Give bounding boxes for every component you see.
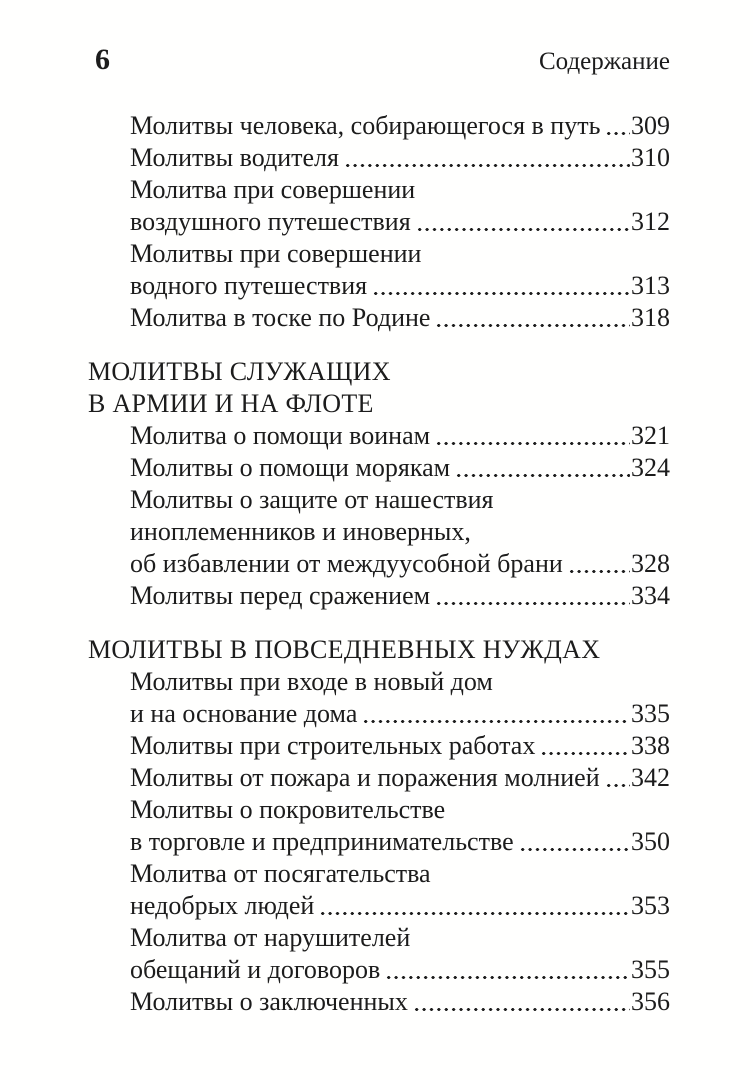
toc-entry-title: Молитвы при строительных работах (130, 731, 536, 760)
toc-entry-line: Молитвы о покровительстве (130, 795, 446, 824)
dot-leader (362, 698, 630, 730)
toc-entry-page: 334 (631, 581, 670, 610)
toc-section-heading (88, 634, 670, 666)
toc-entry-page: 324 (631, 453, 670, 482)
toc-entry (88, 174, 670, 238)
dot-leader (605, 110, 630, 142)
dot-leader (385, 954, 630, 986)
toc-entry (88, 794, 670, 858)
toc-group (88, 356, 670, 612)
toc-entry (88, 762, 670, 794)
toc-entry (88, 730, 670, 762)
toc-entry-title: Молитвы о помощи морякам (130, 453, 451, 482)
dot-leader (435, 580, 630, 612)
toc-entry (88, 420, 670, 452)
dot-leader (319, 890, 630, 922)
toc-entry-last-line (130, 762, 670, 794)
toc-entry-last-line (130, 580, 670, 612)
toc-entry (88, 922, 670, 986)
dot-leader (455, 452, 630, 484)
toc-heading-line: В АРМИИ И НА ФЛОТЕ (88, 389, 374, 418)
toc-list (88, 110, 670, 1018)
dot-leader (372, 270, 630, 302)
dot-leader (519, 826, 630, 858)
toc-entry-line: Молитвы при совершении (130, 239, 422, 268)
toc-entry-last-line (130, 206, 670, 238)
toc-entry-page: 355 (631, 955, 670, 984)
toc-entry-title: Молитва в тоске по Родине (130, 303, 431, 332)
toc-entry-title: Молитвы перед сражением (130, 581, 431, 610)
toc-entry-line: Молитвы при входе в новый дом (130, 667, 493, 696)
toc-entry-title: и на основание дома (130, 699, 358, 728)
toc-entry-last-line (130, 110, 670, 142)
toc-group (88, 634, 670, 1018)
toc-entry-title: воздушного путешествия (130, 207, 411, 236)
toc-entry (88, 858, 670, 922)
toc-entry-page: 342 (631, 763, 670, 792)
toc-entry (88, 484, 670, 580)
toc-entry-page: 318 (631, 303, 670, 332)
toc-entry-page: 338 (631, 731, 670, 760)
toc-entry-title: недобрых людей (130, 891, 315, 920)
toc-entry (88, 986, 670, 1018)
toc-entry-page: 356 (631, 987, 670, 1016)
toc-entry-title: об избавлении от междуусобной брани (130, 549, 563, 578)
toc-entry-title: Молитва о помощи воинам (130, 421, 431, 450)
toc-entry-title: в торговле и предпринимательстве (130, 827, 514, 856)
toc-entry-line: Молитва от нарушителей (130, 923, 411, 952)
toc-entry (88, 580, 670, 612)
toc-entry-title: водного путешествия (130, 271, 368, 300)
toc-entry-last-line (130, 452, 670, 484)
dot-leader (568, 548, 630, 580)
dot-leader (540, 730, 630, 762)
header-title: Содержание (539, 48, 670, 75)
toc-entry-page: 313 (631, 271, 670, 300)
running-head (95, 0, 670, 78)
toc-entry-last-line (130, 826, 670, 858)
toc-entry-page: 328 (631, 549, 670, 578)
toc-entry-title: Молитвы о заключенных (130, 987, 408, 1016)
toc-entry (88, 666, 670, 730)
toc-entry-page: 350 (631, 827, 670, 856)
toc-entry-line: Молитва при совершении (130, 175, 416, 204)
toc-entry-last-line (130, 730, 670, 762)
dot-leader (435, 420, 630, 452)
toc-entry-page: 310 (631, 143, 670, 172)
dot-leader (435, 302, 630, 334)
dot-leader (344, 142, 630, 174)
toc-entry-last-line (130, 548, 670, 580)
dot-leader (605, 762, 630, 794)
toc-entry (88, 302, 670, 334)
toc-entry-page: 335 (631, 699, 670, 728)
toc-entry-page: 312 (631, 207, 670, 236)
toc-entry-last-line (130, 890, 670, 922)
toc-entry (88, 452, 670, 484)
toc-entry-last-line (130, 302, 670, 334)
toc-entry-line: иноплеменников и иноверных, (130, 517, 471, 546)
toc-entry-line: Молитва от посягательства (130, 859, 431, 888)
toc-entry-page: 321 (631, 421, 670, 450)
toc-entry-last-line (130, 698, 670, 730)
toc-heading-line: МОЛИТВЫ В ПОВСЕДНЕВНЫХ НУЖДАХ (88, 635, 601, 664)
toc-entry-title: обещаний и договоров (130, 955, 381, 984)
toc-entry-last-line (130, 270, 670, 302)
toc-entry-title: Молитвы человека, собирающегося в путь (130, 111, 601, 140)
toc-entry-last-line (130, 986, 670, 1018)
toc-section-heading (88, 356, 670, 420)
toc-entry (88, 110, 670, 142)
toc-entry (88, 238, 670, 302)
toc-entry-page: 353 (631, 891, 670, 920)
page-number: 6 (95, 43, 110, 76)
toc-entry (88, 142, 670, 174)
toc-entry-last-line (130, 142, 670, 174)
toc-heading-line: МОЛИТВЫ СЛУЖАЩИХ (88, 357, 391, 386)
toc-entry-title: Молитвы от пожара и поражения молнией (130, 763, 600, 792)
toc-entry-last-line (130, 420, 670, 452)
toc-entry-last-line (130, 954, 670, 986)
dot-leader (416, 206, 630, 238)
toc-entry-line: Молитвы о защите от нашествия (130, 485, 494, 514)
toc-entry-title: Молитвы водителя (130, 143, 339, 172)
toc-group (88, 110, 670, 334)
toc-entry-page: 309 (631, 111, 670, 140)
dot-leader (413, 986, 630, 1018)
